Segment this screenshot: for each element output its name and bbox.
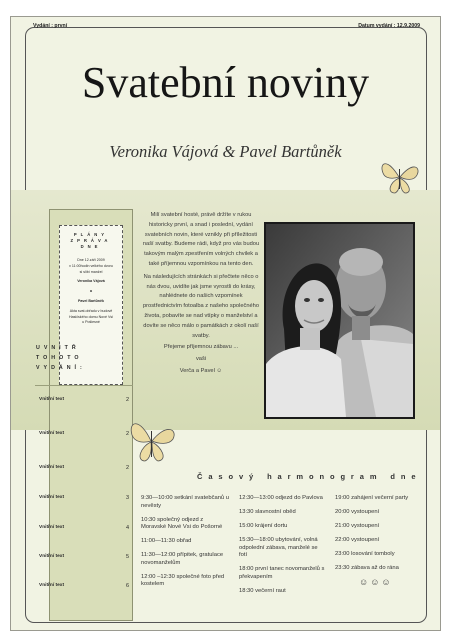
schedule-item: 23:30 zábava až do rána — [335, 565, 399, 571]
toc-item[interactable] — [39, 525, 129, 535]
intro-text — [141, 211, 261, 377]
toc-label: Vnitřní text — [39, 554, 65, 559]
schedule-item: 20:00 vystoupení — [335, 509, 380, 515]
program-line: Veronika Vájová — [77, 279, 105, 284]
date-label: Datum vydání : 12.9.2009 — [358, 23, 420, 29]
program-line: Hasičského domu Nové Vsi — [69, 314, 113, 319]
butterfly-icon — [126, 415, 178, 467]
schedule-item: 22:00 vystoupení — [335, 537, 380, 543]
program-line: Pavel Bartůněk — [78, 298, 104, 303]
program-line: Akta svat.obřadu v budově — [69, 308, 113, 313]
toc-page: 4 — [125, 525, 129, 531]
couple-photo-image — [266, 224, 413, 417]
schedule-item: 21:00 vystoupení — [335, 523, 380, 529]
schedule-item: 13:30 slavnostní oběd — [239, 509, 296, 515]
toc-label: Vnitřní text — [39, 431, 65, 436]
schedule-item: 11:30—12:00 přípitek, gratulace novomanželům — [141, 552, 224, 566]
page-title: Svatební noviny — [81, 58, 370, 107]
intro-paragraph: Na následujících stránkách si přečtete něco o nás dvou, uvidíte jak jsme vyrostli do krásy, nahlédnete do našich vzpomínek prostřednictvím fotoalba z našeho společného života, pobavíte se nad vtípky o manželství a dovíte se něco málo o památkách z okolí naší svatby. — [142, 273, 260, 339]
program-line: a — [90, 289, 92, 294]
toc-item[interactable] — [39, 431, 129, 441]
toc-page: 2 — [125, 465, 129, 471]
intro-paragraph: vaši — [195, 356, 207, 363]
program-title: PLÁNY ZPRÁVA DNE — [70, 232, 112, 249]
toc-item[interactable] — [39, 554, 129, 564]
program-line: si slíbí manžel — [79, 269, 103, 274]
intro-paragraph: Milí svatební hosté, právě držíte v rukou historicky první, a snad i poslední, vydání svatebních novin, které vznikly při příležitosti naší svatby. Budeme rádi, když pro vás budou takovým malým zpestřením volných chvilek a také příjemnou vzpomínkou na tento den. — [142, 212, 260, 267]
toc-item[interactable] — [39, 495, 129, 505]
couple-names: Veronika Vájová & Pavel Bartůněk — [109, 142, 342, 161]
schedule-item: 19:00 zahájení večerní party — [335, 495, 409, 501]
toc-label: Vnitřní text — [39, 525, 65, 530]
couple-photo — [264, 222, 415, 419]
schedule-item: 18:30 večerní raut — [239, 587, 286, 594]
butterfly-icon — [379, 155, 421, 199]
toc-page: 2 — [125, 397, 129, 403]
toc-label: Vnitřní text — [39, 583, 65, 588]
schedule-column — [335, 495, 423, 587]
toc-divider — [35, 385, 133, 386]
edition-label: Vydání : první — [33, 23, 68, 29]
schedule-item: 15:00 krájení dortu — [239, 523, 288, 529]
program-line: v 11:00hodin velkého dvoru — [69, 263, 113, 268]
schedule-item: 23:00 losování tomboly — [335, 551, 395, 557]
intro-signature: Verča a Pavel ☺ — [179, 367, 223, 374]
schedule-item: 9:30—10:00 setkání svatebčanů u nevěsty — [141, 495, 229, 509]
schedule-item: 11:00—11:30 obřad — [141, 538, 192, 544]
toc-label: Vnitřní text — [39, 397, 65, 402]
toc-page: 6 — [125, 583, 129, 589]
toc-label: Vnitřní text — [39, 465, 65, 470]
program-line: u Pošiesné — [82, 320, 100, 325]
schedule-column — [239, 495, 327, 602]
toc-label: Vnitřní text — [39, 495, 65, 500]
schedule-item: 12:00 –12:30 společné foto před kostelem — [141, 573, 225, 587]
toc-item[interactable] — [39, 583, 129, 593]
smiley-icons: ☺☺☺ — [359, 577, 393, 587]
toc-heading: UVNITŘ TOHOTO VYDÁNÍ: — [36, 345, 86, 371]
toc-item[interactable] — [39, 397, 129, 407]
toc-page: 5 — [125, 554, 129, 560]
newspaper-page — [10, 16, 441, 631]
program-line: Dne 12.září 2009 — [77, 258, 105, 262]
toc-page: 3 — [125, 495, 129, 501]
schedule-title: Časový harmonogram dne — [197, 472, 422, 481]
toc-page: 2 — [125, 431, 129, 437]
toc-item[interactable] — [39, 465, 129, 475]
schedule-item: 12:30—13:00 odjezd do Pavlova — [239, 495, 323, 501]
schedule-column — [141, 495, 229, 595]
schedule-item: 10:30 společný odjezd z Moravské Nové Vsi do Pošorné — [141, 516, 223, 530]
schedule-item: 15:30—18:00 ubytování, volná odpolední zábava, manželé se fotí — [239, 537, 318, 558]
schedule-item: 18:00 první tanec novomanželů s překvapením — [239, 566, 325, 580]
intro-paragraph: Přejeme příjemnou zábavu ... — [163, 344, 239, 351]
